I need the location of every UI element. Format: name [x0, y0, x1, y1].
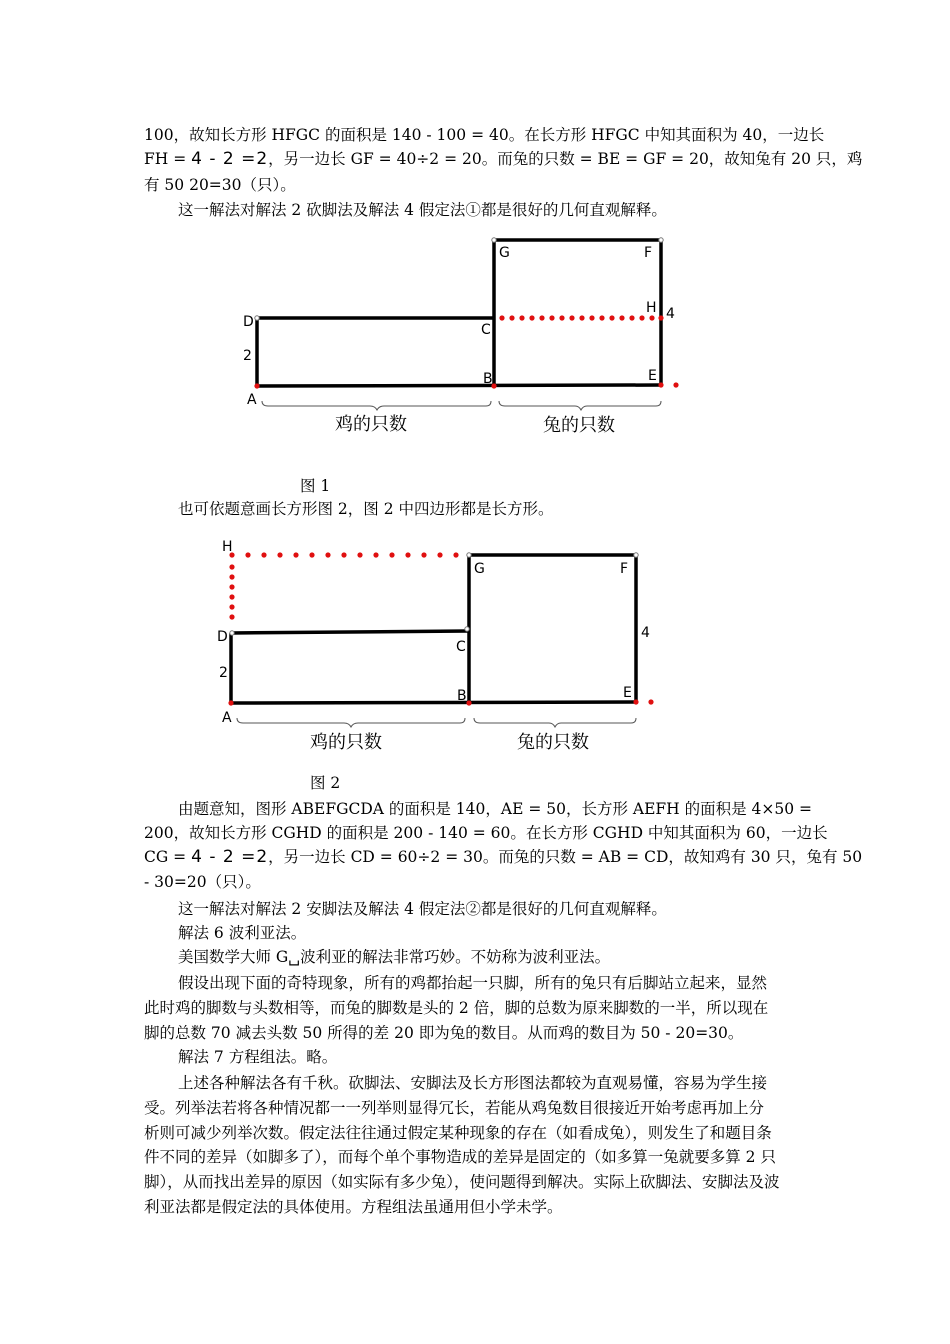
fig2-label-h: H [222, 539, 233, 555]
para4-line1: 由题意知，图形 ABEFGCDA 的面积是 140，AE = 50，长方形 AEFH 的面积是 4×50 = [178, 800, 813, 818]
fig2-dotted-hd [229, 564, 234, 619]
method6-line1: 假设出现下面的奇特现象，所有的鸡都抬起一只脚，所有的兔只有后脚站立起来，显然 [178, 974, 768, 992]
summary-line5: 脚），从而找出差异的原因（如实际有多少兔），使问题得到解决。实际上砍脚法、安脚法及波 [144, 1173, 780, 1191]
para1-line3: 有 50 20=30（只）。 [144, 176, 296, 194]
fig1-label-e: E [648, 368, 657, 384]
fig2-label-g: G [474, 561, 485, 577]
figure2-caption: 图 2 [310, 774, 341, 792]
fig2-braces [237, 718, 636, 727]
para4-line4: ‐ 30=20（只）。 [144, 873, 261, 891]
fig2-label-f: F [620, 561, 629, 577]
para1-line1: 100，故知长方形 HFGC 的面积是 140 ‐ 100 = 40。在长方形 HFGC 中知其面积为 40，一边长 [144, 126, 825, 144]
fig2-brace-left-label: 鸡的只数 [310, 732, 382, 753]
fig1-brace-left-label: 鸡的只数 [335, 414, 407, 435]
fig1-label-d: D [243, 314, 254, 330]
para3: 也可依题意画长方形图 2，图 2 中四边形都是长方形。 [178, 500, 554, 518]
method6-intro: 美国数学大师 G␣波利亚的解法非常巧妙。不妨称为波利亚法。 [178, 948, 611, 966]
fig1-brace-right-label: 兔的只数 [543, 415, 615, 436]
summary-line2: 受。列举法若将各种情况都一一列举则显得冗长，若能从鸡兔数目很接近开始考虑再加上分 [144, 1099, 765, 1117]
fig1-label-h: H [646, 300, 657, 316]
summary-line3: 析则可减少列举次数。假定法往往通过假定某种现象的存在（如看成兔），则发生了和题目条 [144, 1124, 772, 1142]
summary-line1: 上述各种解法各有千秋。砍脚法、安脚法及长方形图法都较为直观易懂，容易为学生接 [178, 1074, 768, 1092]
method7-heading: 解法 7 方程组法。略。 [178, 1048, 338, 1066]
fig1-side-left: 2 [243, 348, 252, 364]
fig2-label-d: D [217, 629, 228, 645]
para5: 这一解法对解法 2 安脚法及解法 4 假定法②都是很好的几何直观解释。 [178, 900, 667, 918]
para4-line3-prefix: CG = [144, 848, 187, 866]
fig1-label-c: C [481, 322, 491, 338]
method6-line2: 此时鸡的脚数与头数相等，而兔的脚数是头的 2 倍，脚的总数为原来脚数的一半，所以现在 [144, 999, 769, 1017]
fig2-edge-ae [231, 702, 636, 703]
para4-line2: 200，故知长方形 CGHD 的面积是 200 ‐ 140 = 60。在长方形 CGHD 中知其面积为 60，一边长 [144, 824, 828, 842]
method6-heading: 解法 6 波利亚法。 [178, 924, 307, 942]
fig1-side-right: 4 [666, 306, 675, 322]
fig2-edge-dc [231, 631, 469, 633]
fig1-label-f: F [644, 245, 653, 261]
para2: 这一解法对解法 2 砍脚法及解法 4 假定法①都是很好的几何直观解释。 [178, 201, 667, 219]
fig2-label-c: C [456, 639, 466, 655]
para4-line3-suffix: ，另一边长 CD = 60÷2 = 30。而兔的只数 = AB = CD，故知鸡有 30 只，兔有 50 [268, 848, 863, 866]
para1-line2-suffix: ，另一边长 GF = 40÷2 = 20。而兔的只数 = BE = GF = 20，故知兔有 20 只，鸡 [268, 150, 863, 168]
summary-line4: 件不同的差异（如脚多了），而每个单个事物造成的差异是固定的（如多算一兔就要多算 2 只 [144, 1148, 776, 1166]
para4-formula: 4 - 2 =2 [191, 847, 269, 867]
summary-line6: 利亚法都是假定法的具体使用。方程组法虽通用但小学未学。 [144, 1198, 563, 1216]
fig2-label-a: A [222, 710, 232, 726]
para1-formula: 4 - 2 =2 [191, 149, 269, 169]
fig1-label-b: B [483, 371, 493, 387]
para4-line3 [144, 846, 863, 869]
fig2-dotted-hg [229, 552, 458, 557]
fig2-open-points [230, 553, 638, 635]
fig2-label-e: E [623, 685, 632, 701]
figure1-caption: 图 1 [300, 477, 331, 495]
fig1-label-g: G [499, 245, 510, 261]
method6-line3: 脚的总数 70 减去头数 50 所得的差 20 即为兔的数目。从而鸡的数目为 50 ‐ 20=30。 [144, 1024, 744, 1042]
fig2-side-right: 4 [641, 625, 650, 641]
fig2-side-left: 2 [219, 665, 228, 681]
para1-line2-prefix: FH = [144, 150, 187, 168]
fig2-brace-right-label: 兔的只数 [517, 732, 589, 753]
fig1-label-a: A [247, 392, 257, 408]
fig2-label-b: B [457, 688, 467, 704]
